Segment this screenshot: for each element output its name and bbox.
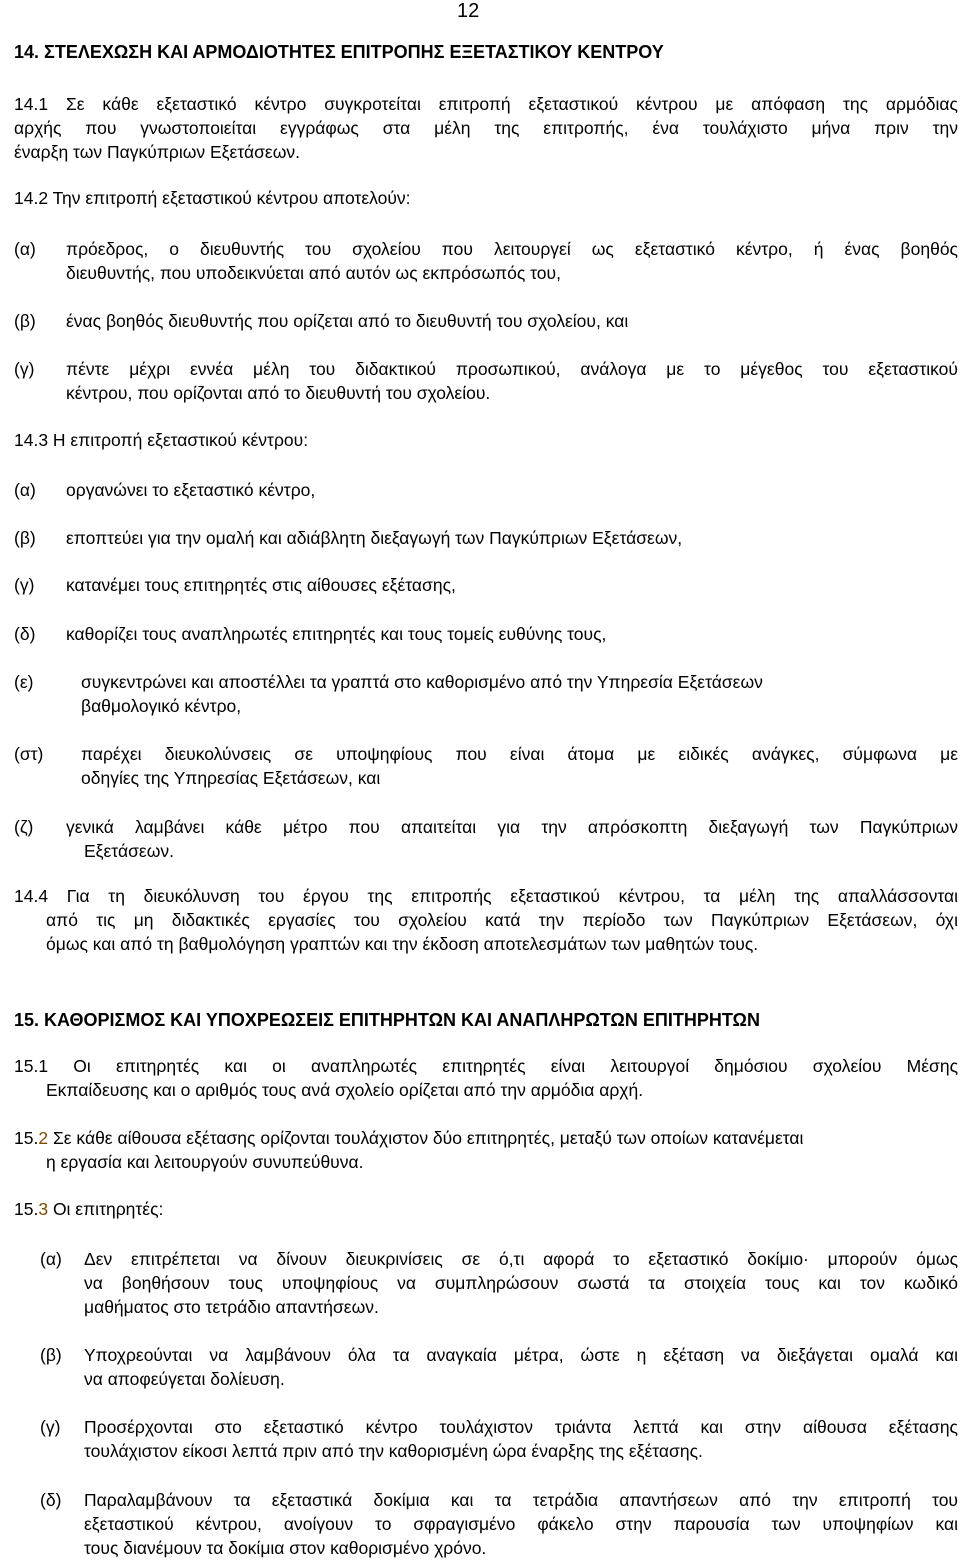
list-item-line: ένας βοηθός διευθυντής που ορίζεται από το διευθυντή του σχολείου, και: [66, 311, 629, 331]
paragraph-line: η εργασία και λειτουργούν συνυπεύθυνα.: [46, 1152, 364, 1172]
list-item-line: διευθυντής, που υποδεικνύεται από αυτόν ως εκπρόσωπός του,: [66, 263, 561, 283]
list-item-line: να αποφεύγεται δολίευση.: [84, 1369, 285, 1389]
page-number: 12: [457, 0, 480, 22]
list-item-line: οδηγίες της Υπηρεσίας Εξετάσεων, και: [81, 768, 381, 788]
paragraph-line: 14.4 Για τη διευκόλυνση του έργου της επιτροπής εξεταστικού κέντρου, τα μέλη της απαλλάσσονται: [14, 886, 958, 906]
paragraph-line: Εκπαίδευσης και ο αριθμός τους ανά σχολείο ορίζεται από την αρμόδια αρχή.: [46, 1080, 644, 1100]
list-item-label: (α): [40, 1249, 62, 1269]
paragraph-15-2: [14, 1126, 958, 1174]
paragraph-text: Οι επιτηρητές:: [52, 1199, 164, 1219]
list-item-label: (α): [14, 480, 36, 500]
paragraph-14-4: [14, 884, 958, 956]
list-item-label: (β): [40, 1345, 62, 1365]
paragraph-line: όμως και από τη βαθμολόγηση γραπτών και την έκδοση αποτελεσμάτων των μαθητών τους.: [46, 934, 759, 954]
list-item-line: Παραλαμβάνουν τα εξεταστικά δοκίμια και τα τετράδια απαντήσεων από την επιτροπή του: [84, 1490, 958, 1510]
list-item-label: (γ): [40, 1417, 61, 1437]
paragraph-text: Σε κάθε αίθουσα εξέτασης ορίζονται τουλάχιστον δύο επιτηρητές, μεταξύ των οποίων κατανέμεται: [52, 1128, 804, 1148]
list-item-line: εποπτεύει για την ομαλή και αδιάβλητη διεξαγωγή των Παγκύπριων Εξετάσεων,: [66, 528, 683, 548]
list-item-line: Υποχρεούνται να λαμβάνουν όλα τα αναγκαία μέτρα, ώστε η εξέταση να διεξάγεται ομαλά και: [84, 1345, 958, 1365]
list-item-line: γενικά λαμβάνει κάθε μέτρο που απαιτείται για την απρόσκοπτη διεξαγωγή των Παγκύπριων: [66, 817, 958, 837]
paragraph-14-1: [14, 92, 958, 164]
list-item-label: (στ): [14, 744, 44, 764]
paragraph-number: 2: [38, 1128, 49, 1148]
section-15-heading: 15. ΚΑΘΟΡΙΣΜΟΣ ΚΑΙ ΥΠΟΧΡΕΩΣΕΙΣ ΕΠΙΤΗΡΗΤΩΝ ΚΑΙ ΑΝΑΠΛΗΡΩΤΩΝ ΕΠΙΤΗΡΗΤΩΝ: [14, 1010, 760, 1030]
list-item-label: (ε): [14, 672, 34, 692]
list-item-label: (γ): [14, 575, 35, 595]
list-item-line: καθορίζει τους αναπληρωτές επιτηρητές και τους τομείς ευθύνης τους,: [66, 624, 607, 644]
list-item-label: (β): [14, 528, 36, 548]
list-item-line: κέντρου, που ορίζονται από το διευθυντή του σχολείου.: [66, 383, 491, 403]
paragraph-line: έναρξη των Παγκύπριων Εξετάσεων.: [14, 142, 300, 162]
list-item-label: (δ): [14, 624, 36, 644]
paragraph-line: 15.1 Οι επιτηρητές και οι αναπληρωτές επιτηρητές είναι λειτουργοί δημόσιου σχολείου Μέσης: [14, 1056, 958, 1076]
list-item-line: Δεν επιτρέπεται να δίνουν διευκρινίσεις σε ό,τι αφορά το εξεταστικό δοκίμιο· μπορούν όμως: [84, 1249, 958, 1269]
list-item-label: (ζ): [14, 817, 34, 837]
paragraph-14-3: [14, 428, 958, 452]
list-item-line: Προσέρχονται στο εξεταστικό κέντρο τουλάχιστον τριάντα λεπτά και στην αίθουσα εξέτασης: [84, 1417, 958, 1437]
list-item-line: συγκεντρώνει και αποστέλλει τα γραπτά στο καθορισμένο από την Υπηρεσία Εξετάσεων: [81, 672, 763, 692]
list-item-line: τουλάχιστον είκοσι λεπτά πριν από την καθορισμένη ώρα έναρξης της εξέτασης.: [84, 1441, 703, 1461]
list-item-line: Εξετάσεων.: [84, 841, 174, 861]
list-item-line: τους διανέμουν τα δοκίμια στον καθορισμένο χρόνο.: [84, 1538, 487, 1558]
paragraph-line: 14.3 Η επιτροπή εξεταστικού κέντρου:: [14, 430, 309, 450]
paragraph-line: αρχής που γνωστοποιείται εγγράφως στα μέλη της επιτροπής, ένα τουλάχιστο μήνα πριν την: [14, 118, 958, 138]
paragraph-line: από τις μη διδακτικές εργασίες του σχολείου κατά την περίοδο των Παγκύπριων Εξετάσεων, όχι: [46, 910, 958, 930]
paragraph-14-2: [14, 186, 958, 210]
paragraph-number: 14.2: [14, 188, 49, 208]
list-item-label: (δ): [40, 1490, 62, 1510]
paragraph-text: Την επιτροπή εξεταστικού κέντρου αποτελούν:: [52, 188, 411, 208]
paragraph-number: 15.: [14, 1199, 39, 1219]
paragraph-number: 3: [38, 1199, 49, 1219]
list-item-line: εξεταστικού κέντρου, ανοίγουν το σφραγισμένο φάκελο στην παρουσία των υποψηφίων και: [84, 1514, 958, 1534]
paragraph-line: 14.1 Σε κάθε εξεταστικό κέντρο συγκροτείται επιτροπή εξεταστικού κέντρου με απόφαση της αρμόδιας: [14, 94, 958, 114]
paragraph-15-1: [14, 1054, 958, 1102]
paragraph-number: 15.: [14, 1128, 39, 1148]
list-item-line: πρόεδρος, ο διευθυντής του σχολείου που λειτουργεί ως εξεταστικό κέντρο, ή ένας βοηθός: [66, 239, 958, 259]
list-item-line: κατανέμει τους επιτηρητές στις αίθουσες εξέτασης,: [66, 575, 456, 595]
list-item-line: μαθήματος στο τετράδιο απαντήσεων.: [84, 1297, 379, 1317]
list-item-line: παρέχει διευκολύνσεις σε υποψηφίους που είναι άτομα με ειδικές ανάγκες, σύμφωνα με: [81, 744, 958, 764]
list-item-label: (β): [14, 311, 36, 331]
paragraph-line: [14, 1197, 958, 1221]
list-item-line: να βοηθήσουν τους υποψηφίους να συμπληρώσουν σωστά τα στοιχεία τους και τον κωδικό: [84, 1273, 958, 1293]
paragraph-15-3: [14, 1197, 958, 1221]
list-item-line: πέντε μέχρι εννέα μέλη του διδακτικού προσωπικού, ανάλογα με το μέγεθος του εξεταστικού: [66, 359, 958, 379]
list-item-label: (γ): [14, 359, 35, 379]
paragraph-line: [14, 1126, 958, 1150]
list-item-line: οργανώνει το εξεταστικό κέντρο,: [66, 480, 316, 500]
paragraph-line: [14, 186, 958, 210]
list-item-line: βαθμολογικό κέντρο,: [81, 696, 242, 716]
section-14-heading: 14. ΣΤΕΛΕΧΩΣΗ ΚΑΙ ΑΡΜΟΔΙΟΤΗΤΕΣ ΕΠΙΤΡΟΠΗΣ ΕΞΕΤΑΣΤΙΚΟΥ ΚΕΝΤΡΟΥ: [14, 42, 664, 62]
list-item-label: (α): [14, 239, 36, 259]
